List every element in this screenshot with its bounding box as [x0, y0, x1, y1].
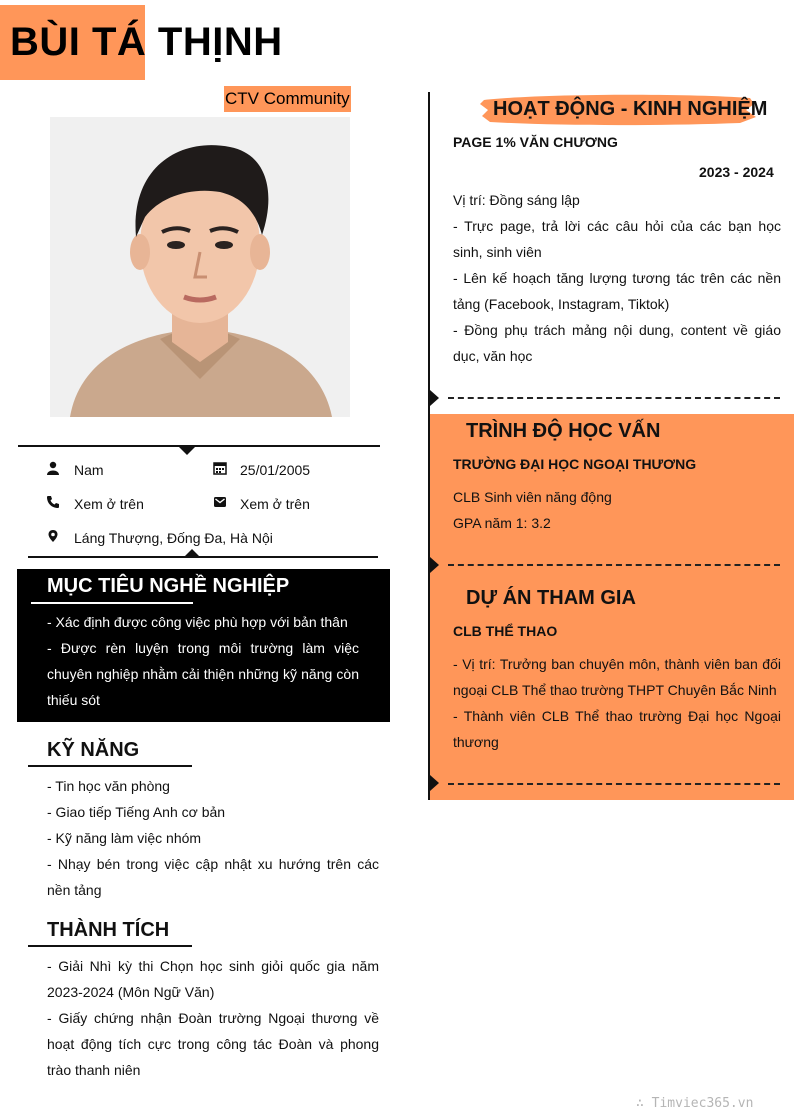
- skill-item: - Kỹ năng làm việc nhóm: [47, 830, 202, 846]
- objective-title: MỤC TIÊU NGHỀ NGHIỆP: [47, 575, 290, 597]
- experience-org: PAGE 1% VĂN CHƯƠNG: [453, 134, 618, 150]
- email-icon: [213, 495, 227, 514]
- contact-top-arrow: [179, 447, 195, 455]
- experience-period: 2023 - 2024: [699, 164, 774, 180]
- contact-bottom-rule: [28, 556, 378, 558]
- calendar-icon: [213, 461, 227, 480]
- address-value: Láng Thượng, Đống Đa, Hà Nội: [74, 530, 273, 546]
- skills-list: [47, 773, 379, 903]
- skill-item: - Giao tiếp Tiếng Anh cơ bản: [47, 804, 226, 820]
- achievements-list: [47, 953, 379, 1083]
- location-icon: [46, 529, 60, 548]
- achievements-title: THÀNH TÍCH: [47, 919, 170, 941]
- candidate-name: BÙI TÁ THỊNH: [10, 20, 283, 64]
- experience-line: - Lên kế hoạch tăng lượng tương tác trên các nền tảng (Facebook, Instagram, Tiktok): [453, 270, 781, 312]
- achievements-underline: [28, 945, 192, 947]
- objective-line: - Được rèn luyện trong môi trường làm việc chuyên nghiệp nhằm cải thiện những kỹ năng còn thiếu sót: [47, 640, 359, 708]
- achievement-item: - Giải Nhì kỳ thi Chọn học sinh giỏi quốc gia năm 2023-2024 (Môn Ngữ Văn): [47, 958, 379, 1000]
- timeline-marker: [430, 390, 439, 406]
- section-divider: [448, 397, 780, 399]
- objective-text: [47, 609, 359, 713]
- objective-line: - Xác định được công việc phù hợp với bản thân: [47, 614, 348, 630]
- user-icon: [46, 461, 60, 480]
- project-line: - Thành viên CLB Thể thao trường Đại học Ngoại thương: [453, 708, 781, 750]
- watermark: ∴ Timviec365.vn: [636, 1096, 754, 1111]
- avatar: [50, 117, 350, 417]
- skills-title: KỸ NĂNG: [47, 739, 140, 761]
- skills-underline: [28, 765, 192, 767]
- project-line: - Vị trí: Trưởng ban chuyên môn, thành viên ban đối ngoại CLB Thể thao trường THPT Chuyên Bắc Ninh: [453, 656, 781, 698]
- experience-details: [453, 187, 781, 369]
- education-school: TRƯỜNG ĐẠI HỌC NGOẠI THƯƠNG: [453, 456, 697, 472]
- experience-line: - Đồng phụ trách mảng nội dung, content về giáo dục, văn học: [453, 322, 781, 364]
- skill-item: - Nhạy bén trong việc cập nhật xu hướng trên các nền tảng: [47, 856, 379, 898]
- phone-icon: [46, 495, 60, 514]
- education-line: GPA năm 1: 3.2: [453, 515, 551, 531]
- timeline-marker: [430, 775, 439, 791]
- education-line: CLB Sinh viên năng động: [453, 489, 612, 505]
- timeline-line: [428, 92, 430, 800]
- section-divider: [448, 564, 780, 566]
- birthday-value: 25/01/2005: [240, 462, 311, 478]
- section-divider: [448, 783, 780, 785]
- education-details: [453, 484, 781, 536]
- education-title: TRÌNH ĐỘ HỌC VẤN: [466, 420, 661, 442]
- skill-item: - Tin học văn phòng: [47, 778, 170, 794]
- achievement-item: - Giấy chứng nhận Đoàn trường Ngoại thương về hoạt động tích cực trong công tác Đoàn và phong trào thanh niên: [47, 1010, 379, 1078]
- contact-top-rule: [18, 445, 380, 447]
- experience-line: - Trực page, trả lời các câu hỏi của các bạn học sinh, sinh viên: [453, 218, 781, 260]
- gender-value: Nam: [74, 462, 104, 478]
- projects-details: [453, 651, 781, 755]
- objective-section: [17, 569, 390, 722]
- applied-position: CTV Community: [224, 86, 351, 112]
- email-value: Xem ở trên: [240, 496, 310, 512]
- experience-line: Vị trí: Đồng sáng lập: [453, 192, 580, 208]
- projects-title: DỰ ÁN THAM GIA: [466, 587, 636, 609]
- projects-org: CLB THỂ THAO: [453, 623, 558, 639]
- timeline-marker: [430, 557, 439, 573]
- objective-underline: [31, 602, 193, 604]
- phone-value: Xem ở trên: [74, 496, 144, 512]
- experience-title: HOẠT ĐỘNG - KINH NGHIỆM: [493, 98, 768, 120]
